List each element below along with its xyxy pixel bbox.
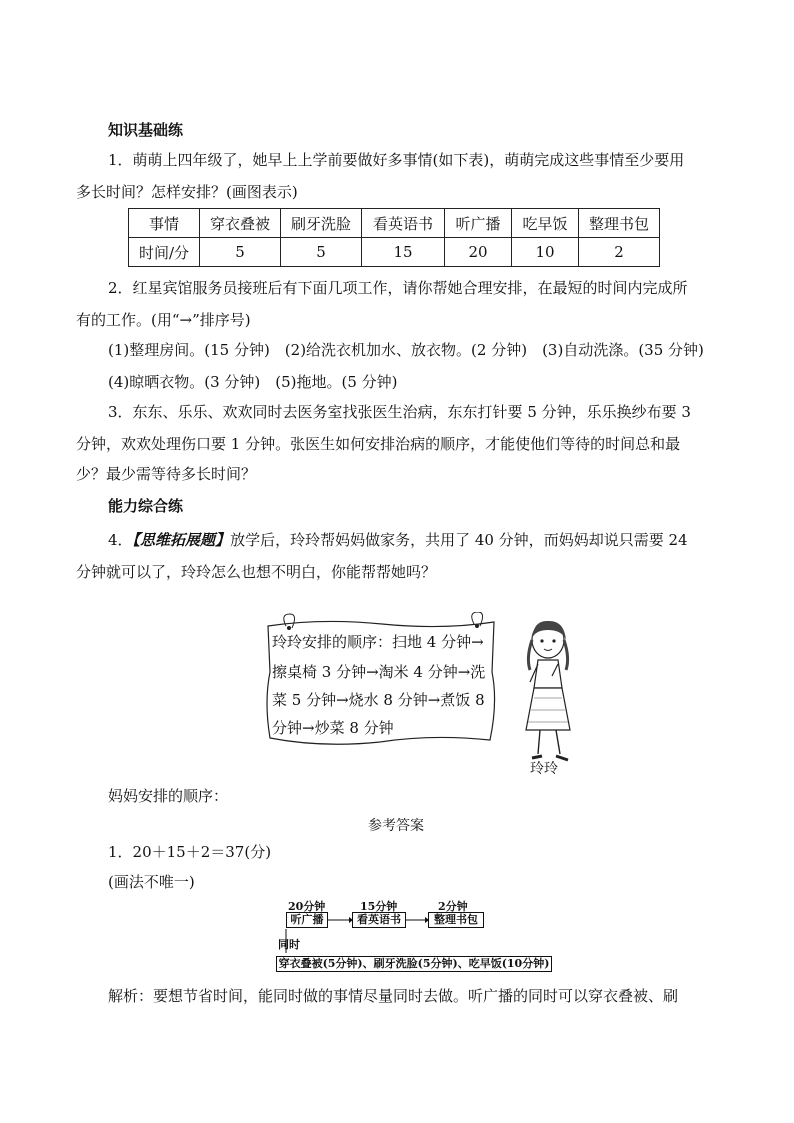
arrangement-diagram xyxy=(276,898,556,974)
section-basic-heading: 知识基础练 xyxy=(108,121,184,139)
diagram-time-2: 15分钟 xyxy=(360,900,398,913)
mom-order-line: 妈妈安排的顺序： xyxy=(108,787,229,805)
q3-line2: 分钟，欢欢处理伤口要 1 分钟。张医生如何安排治病的顺序，才能使他们等待的时间总和最 xyxy=(76,435,681,453)
diagram-box-english: 看英语书 xyxy=(352,912,406,928)
paper-line3: 菜 5 分钟→烧水 8 分钟→煮饭 8 xyxy=(272,691,485,709)
table-cell: 5 xyxy=(200,238,281,267)
q4-tag: 【思维拓展题】 xyxy=(132,531,231,549)
task-time-table xyxy=(128,208,660,267)
diagram-same-time-label: 同时 xyxy=(278,938,300,951)
q1-line1: 1．萌萌上四年级了，她早上上学前要做好多事情(如下表)，萌萌完成这些事情至少要用 xyxy=(108,151,685,169)
diagram-bottom-box: 穿衣叠被(5分钟)、刷牙洗脸(5分钟)、吃早饭(10分钟) xyxy=(276,956,552,972)
diagram-time-3: 2分钟 xyxy=(438,900,468,913)
q3-line3: 少？最少需等待多长时间？ xyxy=(76,465,257,483)
table-cell: 看英语书 xyxy=(362,209,445,238)
diagram-box-radio: 听广播 xyxy=(286,912,328,928)
table-row xyxy=(129,209,660,238)
analysis-line: 解析：要想节省时间，能同时做的事情尽量同时去做。听广播的同时可以穿衣叠被、刷 xyxy=(108,987,679,1005)
q2-line3: (1)整理房间。(15 分钟) (2)给洗衣机加水、放衣物。(2 分钟) (3)自动洗涤。(35 分钟) xyxy=(108,341,704,359)
table-cell: 20 xyxy=(445,238,512,267)
q4-line1-rest: 放学后，玲玲帮妈妈做家务，共用了 40 分钟，而妈妈却说只需要 24 xyxy=(230,531,688,549)
answer-note: (画法不唯一) xyxy=(108,873,195,891)
q4-line2: 分钟就可以了，玲玲怎么也想不明白，你能帮帮她吗？ xyxy=(76,563,437,581)
q4-line1 xyxy=(108,530,688,550)
section-advanced-heading: 能力综合练 xyxy=(108,497,184,515)
paper-line2: 擦桌椅 3 分钟→淘米 4 分钟→洗 xyxy=(272,663,486,681)
table-cell: 时间/分 xyxy=(129,238,200,267)
table-cell: 15 xyxy=(362,238,445,267)
q3-line1: 3．东东、乐乐、欢欢同时去医务室找张医生治病，东东打针要 5 分钟，乐乐换纱布要 3 xyxy=(108,403,691,421)
girl-illustration xyxy=(516,618,580,768)
q2-line4: (4)晾晒衣物。(3 分钟) (5)拖地。(5 分钟) xyxy=(108,373,398,391)
table-cell: 听广播 xyxy=(445,209,512,238)
answers-title: 参考答案 xyxy=(368,818,424,834)
q2-line2: 有的工作。(用“→”排序号) xyxy=(76,311,251,329)
q2-line1: 2．红星宾馆服务员接班后有下面几项工作，请你帮她合理安排，在最短的时间内完成所 xyxy=(108,279,688,297)
q1-line2: 多长时间？怎样安排？(画图表示) xyxy=(76,183,298,201)
girl-name-label: 玲玲 xyxy=(530,761,558,777)
table-cell: 事情 xyxy=(129,209,200,238)
diagram-box-schoolbag: 整理书包 xyxy=(428,912,484,928)
diagram-time-1: 20分钟 xyxy=(288,900,326,913)
table-cell: 刷牙洗脸 xyxy=(281,209,362,238)
table-cell: 整理书包 xyxy=(579,209,660,238)
table-cell: 2 xyxy=(579,238,660,267)
paper-line1: 玲玲安排的顺序：扫地 4 分钟→ xyxy=(272,633,484,651)
table-cell: 穿衣叠被 xyxy=(200,209,281,238)
table-cell: 5 xyxy=(281,238,362,267)
table-cell: 吃早饭 xyxy=(512,209,579,238)
answer-1: 1．20＋15＋2＝37(分) xyxy=(108,843,272,861)
table-cell: 10 xyxy=(512,238,579,267)
table-row xyxy=(129,238,660,267)
q4-prefix: 4． xyxy=(108,531,133,549)
paper-line4: 分钟→炒菜 8 分钟 xyxy=(272,719,394,737)
ribbon-paper-note xyxy=(262,612,500,748)
